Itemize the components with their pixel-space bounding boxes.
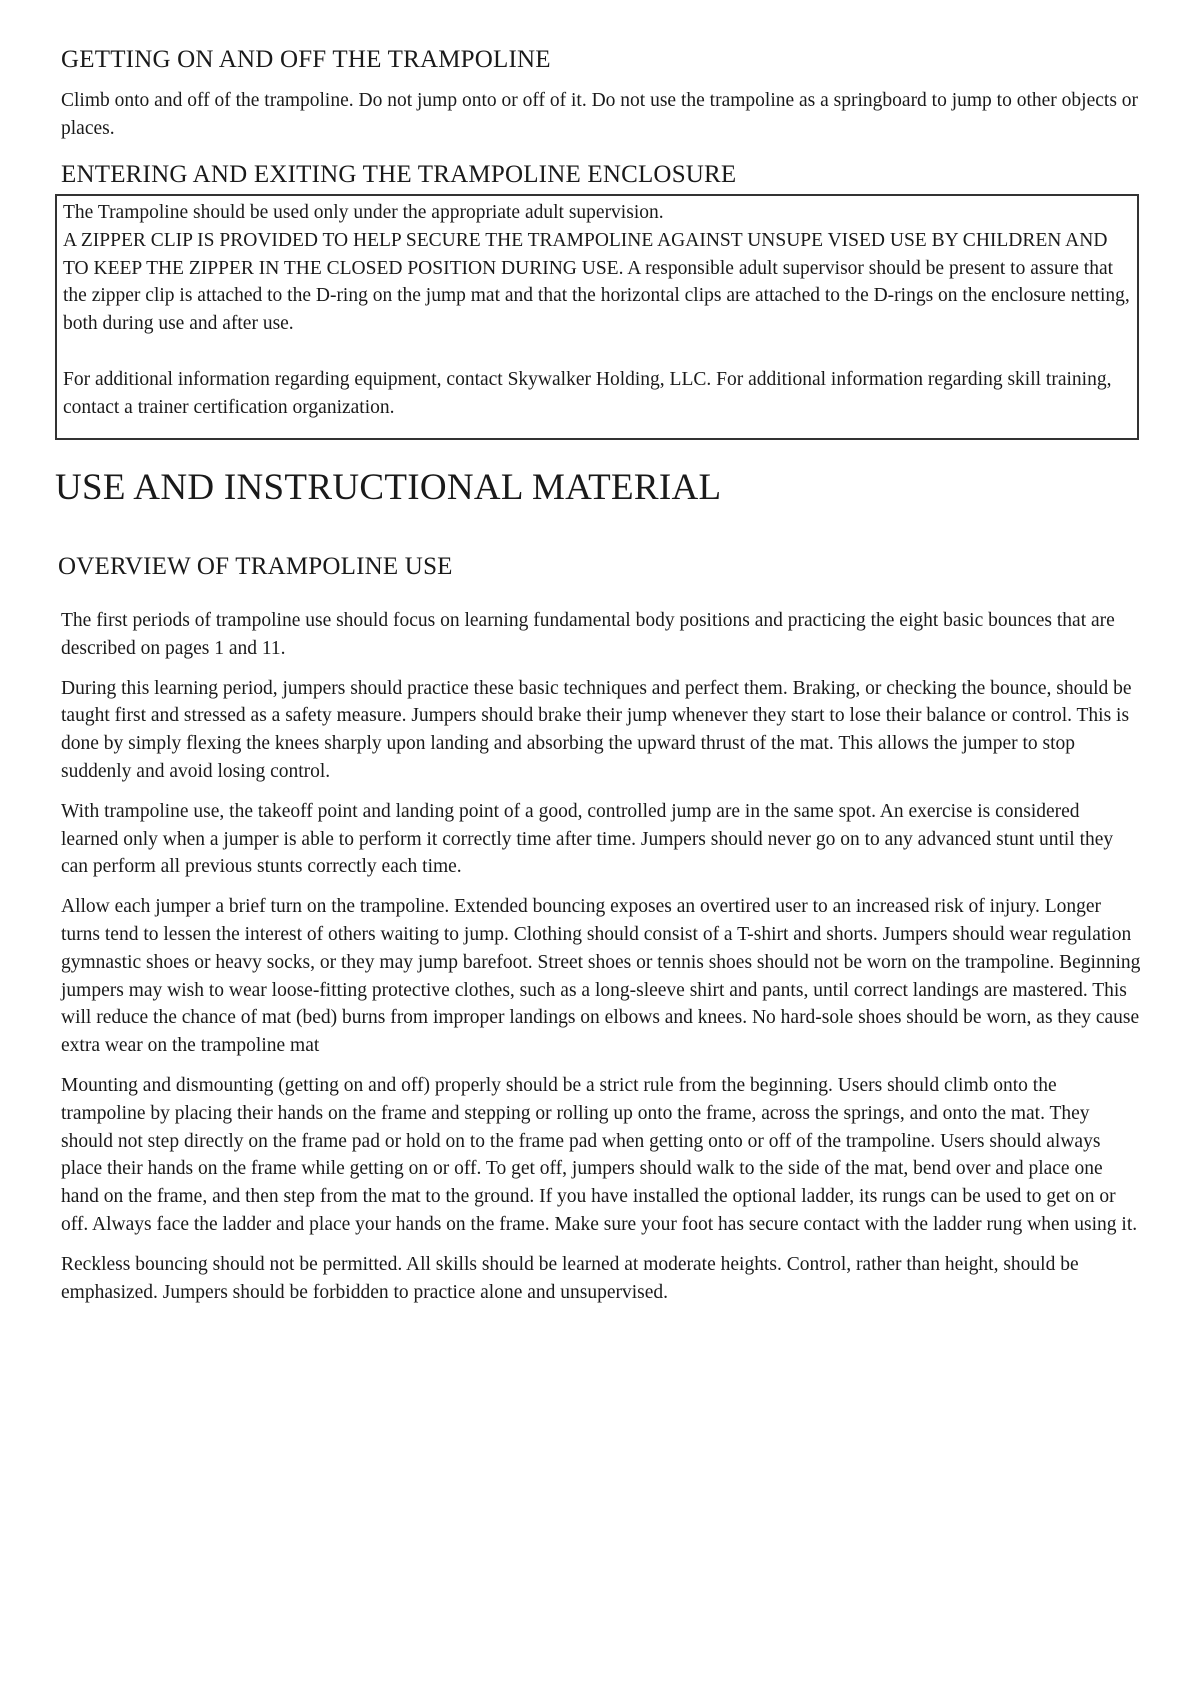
supervision-notice-box <box>55 194 1139 440</box>
notice-zipper-clip-paragraph: A ZIPPER CLIP IS PROVIDED TO HELP SECURE THE TRAMPOLINE AGAINST UNSUPE VISED USE BY CHILDREN AND TO KEEP THE ZIPPER IN THE CLOSED POSITION DURING USE. A responsible adult supervisor should be present to assure that the zipper clip is attached to the D-ring on the jump mat and that the horizontal clips are attached to the D-rings on the enclosure netting, both during use and after use. <box>63 229 1130 335</box>
overview-body <box>61 607 1141 1318</box>
page-title: USE AND INSTRUCTIONAL MATERIAL <box>55 467 722 508</box>
overview-paragraph-4: Allow each jumper a brief turn on the trampoline. Extended bouncing exposes an overtired user to an increased risk of injury. Longer turns tend to lessen the interest of others waiting to jump. Clothing should consist of a T-shirt and shorts. Jumpers should wear regulation gymnastic shoes or heavy socks, or they may jump barefoot. Street shoes or tennis shoes should not be worn on the trampoline. Beginning jumpers may wish to wear loose-fitting protective clothes, such as a long-sleeve shirt and pants, until correct landings are mastered. This will reduce the chance of mat (bed) burns from improper landings on elbows and knees. No hard-sole shoes should be worn, as they cause extra wear on the trampoline mat <box>61 896 1141 1057</box>
notice-spacer <box>63 338 1135 366</box>
section-heading-getting-on-off: GETTING ON AND OFF THE TRAMPOLINE <box>61 46 551 73</box>
section-heading-overview: OVERVIEW OF TRAMPOLINE USE <box>58 553 453 580</box>
overview-paragraph-3: With trampoline use, the takeoff point and landing point of a good, controlled jump are in the same spot. An exercise is considered learned only when a jumper is able to perform it correctly time after time. Jumpers should never go on to any advanced stunt until they can perform all previous stunts correctly each time. <box>61 800 1114 878</box>
getting-on-off-paragraph: Climb onto and off of the trampoline. Do not jump onto or off of it. Do not use the trampoline as a springboard to jump to other objects or places. <box>61 90 1139 139</box>
section-heading-enclosure: ENTERING AND EXITING THE TRAMPOLINE ENCLOSURE <box>61 161 737 188</box>
overview-paragraph-2: During this learning period, jumpers should practice these basic techniques and perfect them. Braking, or checking the bounce, should be taught first and stressed as a safety measure. Jumpers should brake their jump whenever they start to lose their balance or control. This is done by simply flexing the knees sharply upon landing and absorbing the upward thrust of the mat. This allows the jumper to stop suddenly and avoid losing control. <box>61 677 1132 782</box>
overview-paragraph-1: The first periods of trampoline use should focus on learning fundamental body positions and practicing the eight basic bounces that are described on pages 1 and 11. <box>61 610 1115 659</box>
overview-paragraph-6: Reckless bouncing should not be permitted. All skills should be learned at moderate heights. Control, rather than height, should be emphasized. Jumpers should be forbidden to practice alone and unsupervised. <box>61 1253 1079 1303</box>
notice-supervision-line: The Trampoline should be used only under the appropriate adult supervision. <box>63 202 664 223</box>
notice-content <box>63 199 1135 421</box>
overview-paragraph-5: Mounting and dismounting (getting on and off) properly should be a strict rule from the beginning. Users should climb onto the trampoline by placing their hands on the frame and stepping or rolling up onto the frame, across the springs, and onto the mat. They should not step directly on the frame pad or hold on to the frame pad when getting onto or off of the trampoline. Users should always place their hands on the frame while getting on or off. To get off, jumpers should walk to the side of the mat, bend over and place one hand on the frame, and then step from the mat to the ground. If you have installed the optional ladder, its rungs can be used to get on or off. Always face the ladder and place your hands on the frame. Make sure your foot has secure contact with the ladder rung when using it. <box>61 1074 1138 1235</box>
notice-contact-paragraph: For additional information regarding equipment, contact Skywalker Holding, LLC. For additional information regarding skill training, contact a trainer certification organization. <box>63 368 1112 418</box>
